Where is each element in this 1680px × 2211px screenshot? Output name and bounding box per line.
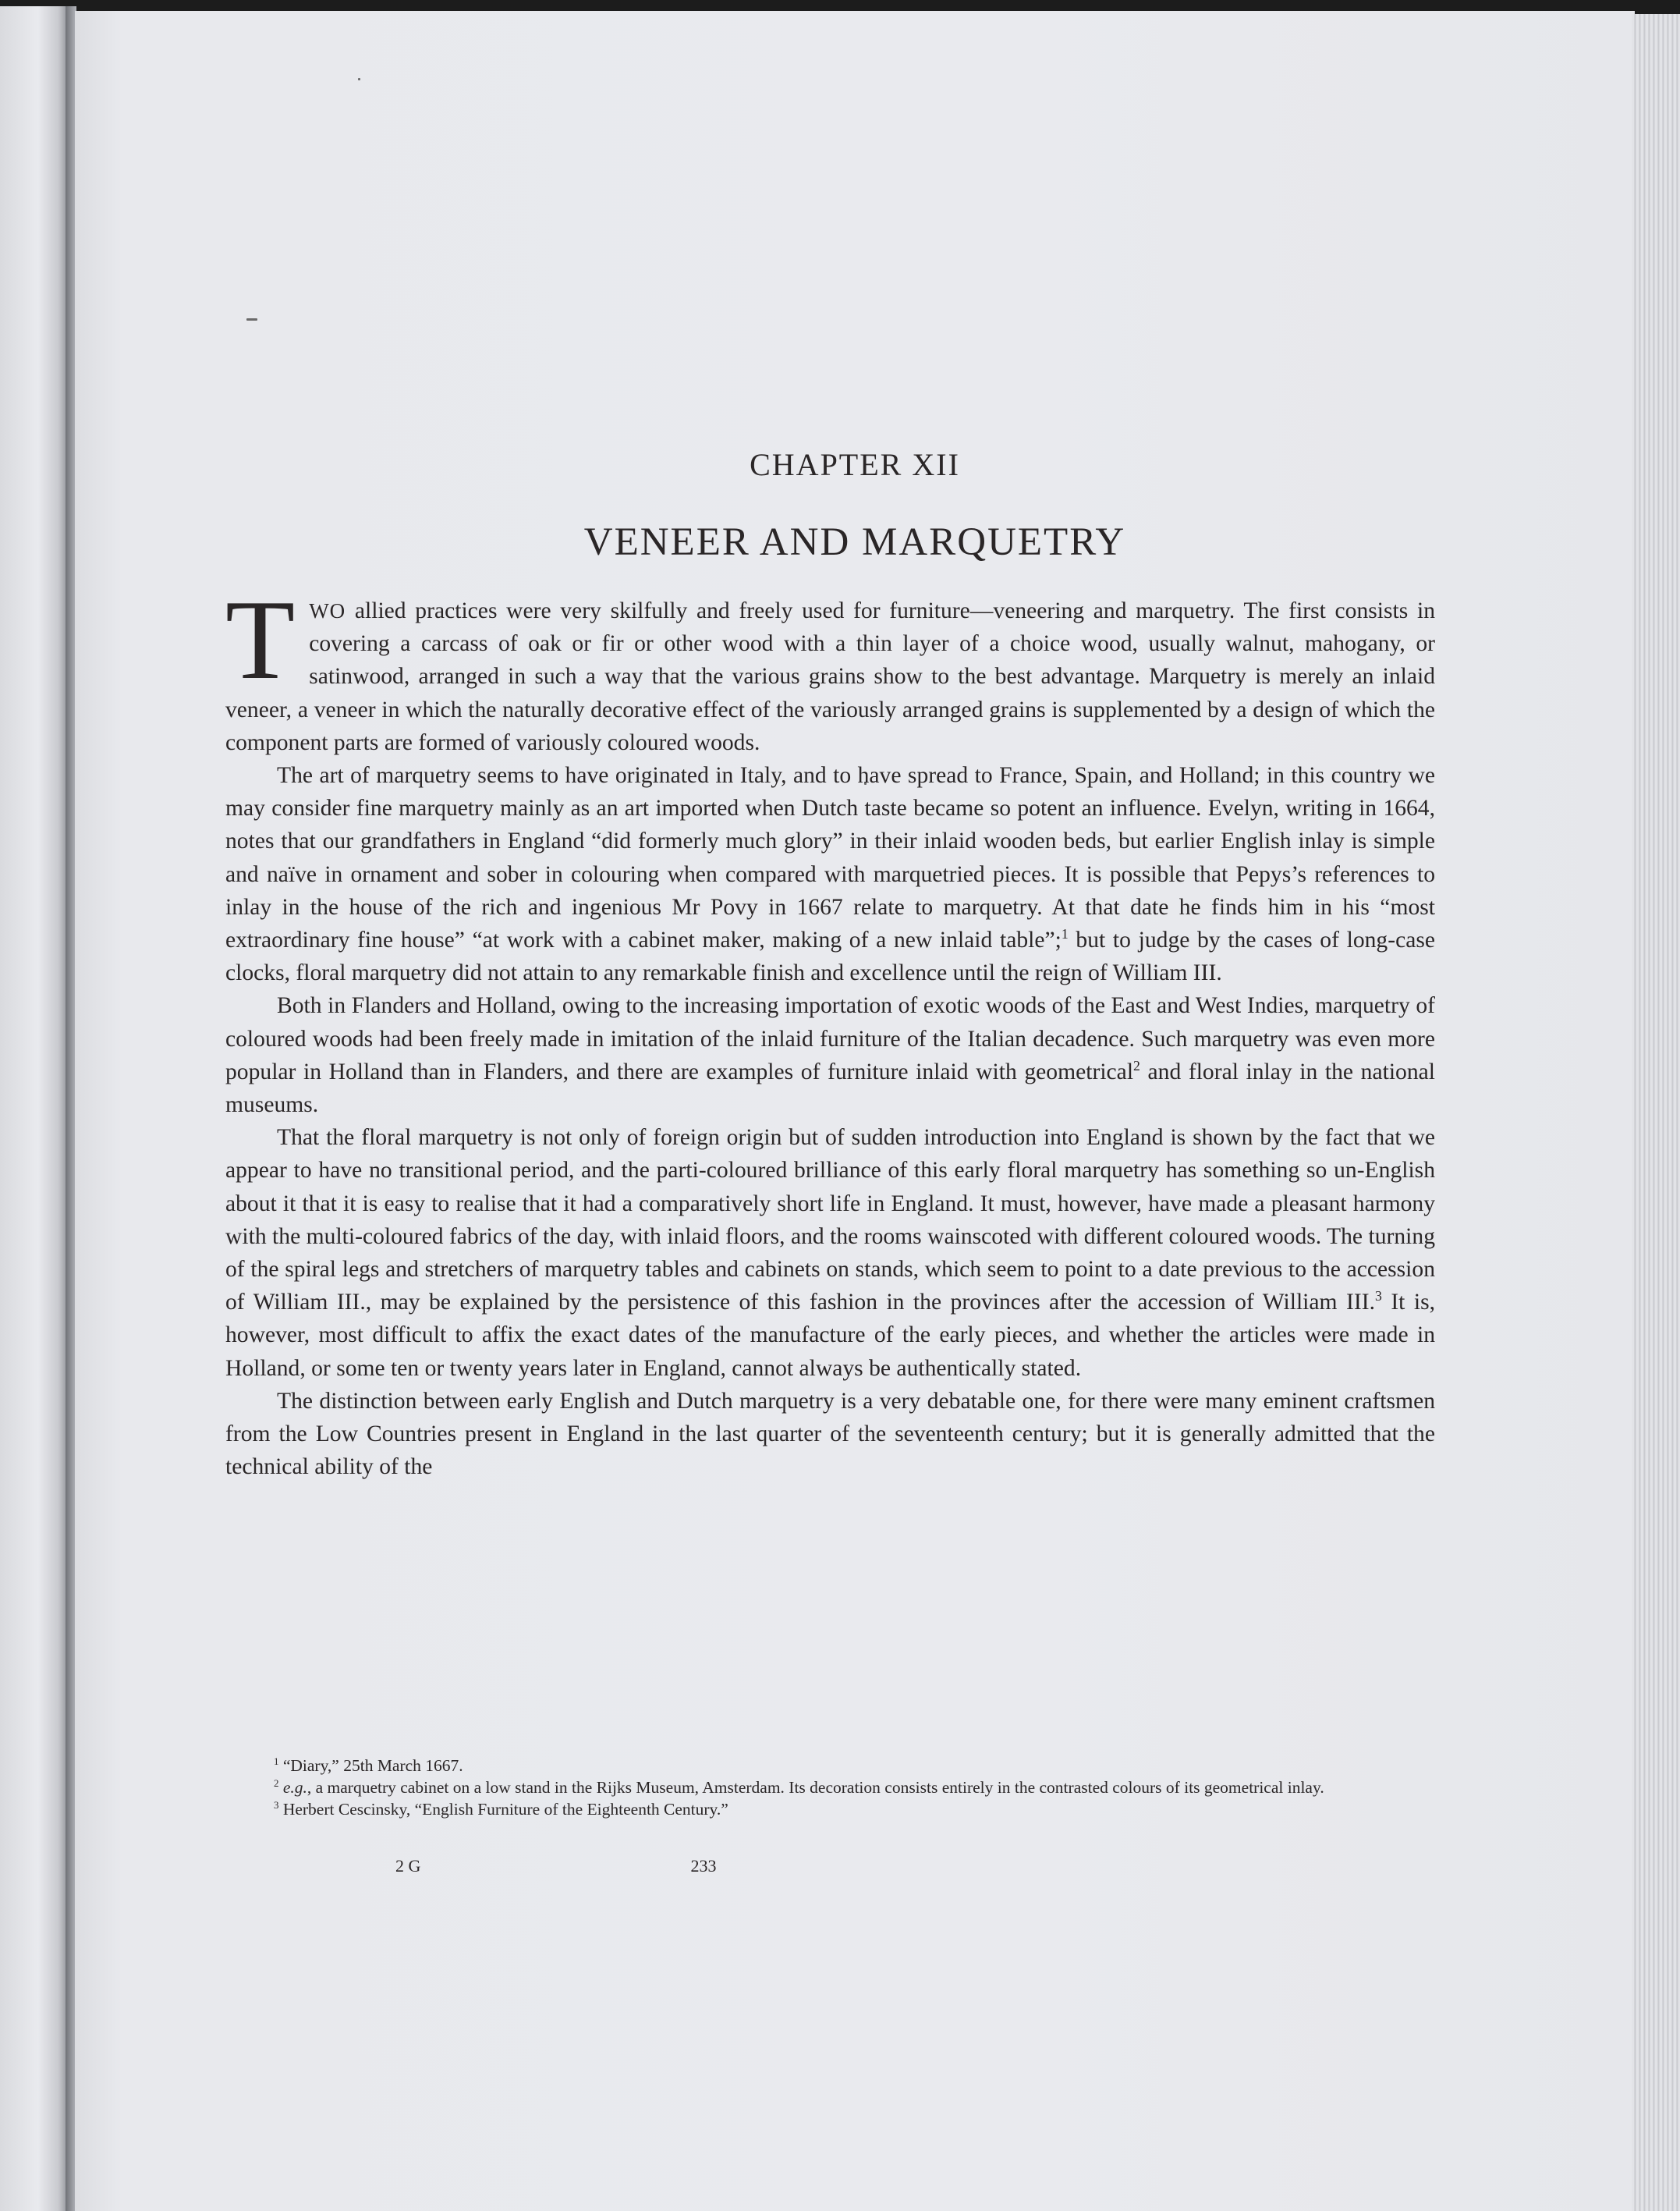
- paragraph-text: The art of marquetry seems to have originated in Italy, and to have spread to France, Spain, and Holland; in this country we may consider fine marquetry mainly as an art imported when Dutch taste became so potent an influence. Evelyn, writing in 1664, notes that our grandfathers in England “did formerly much glory” in their inlaid wooden beds, but earlier English inlay is simple and naïve in ornament and sober in colouring when compared with marquetried pieces. It is possible that Pepys’s references to inlay in the house of the rich and ingenious Mr Povy in 1667 relate to marquetry. At that date he finds him in his “most extraordinary fine house” “at work with a cabinet maker, making of a new inlaid table”;: [225, 763, 1435, 953]
- footnote-italic-lead: e.g.: [282, 1778, 307, 1797]
- paragraph-text: It is, however, most difficult to affix the exact dates of the manufacture of the early pieces, and whether the articles were made in Holland, or some ten or twenty years later in England, cannot always be authentically stated.: [225, 1290, 1435, 1381]
- paragraph: [225, 1385, 1435, 1484]
- footnote-text: , a marquetry cabinet on a low stand in the Rijks Museum, Amsterdam. Its decoration consists entirely in the contrasted colours of its geometrical inlay.: [307, 1778, 1324, 1797]
- page-footer: [225, 1856, 1441, 1879]
- page-number: 233: [690, 1856, 717, 1876]
- left-page-edge: [0, 6, 69, 2211]
- footnote-ref[interactable]: 1: [1061, 926, 1069, 942]
- footnote-ref[interactable]: 3: [1374, 1288, 1382, 1304]
- paragraph: [225, 759, 1435, 989]
- signature-mark: 2 G: [395, 1856, 421, 1876]
- paragraph-text: Both in Flanders and Holland, owing to the increasing importation of exotic woods of the East and West Indies, marquetry of coloured woods had been freely made in imitation of the inlaid furniture of the Italian decadence. Such marquetry was even more popular in Holland than in Flanders, and there are examples of furniture inlaid with geometrical: [225, 993, 1435, 1084]
- paper-speck: [246, 318, 257, 321]
- paragraph: [225, 577, 1435, 759]
- footnote-text: Herbert Cescinsky, “English Furniture of the Eighteenth Century.”: [278, 1800, 728, 1819]
- paper-speck: [358, 78, 360, 80]
- footnote: [225, 1798, 1441, 1820]
- footnote: [225, 1755, 1441, 1776]
- paragraph: [225, 989, 1435, 1121]
- footnote-ref[interactable]: 2: [1133, 1057, 1140, 1074]
- footnote-mark: 3: [274, 1799, 279, 1811]
- footnote: [225, 1776, 1441, 1798]
- paragraph: [225, 1121, 1435, 1385]
- paragraph-text: and floral inlay in the national museums.: [225, 1059, 1435, 1118]
- book-page: [75, 11, 1635, 2211]
- paragraph-text: That the floral marquetry is not only of foreign origin but of sudden introduction into England is shown by the fact that we appear to have no transitional period, and the parti-coloured brilliance of this early floral marquetry has something so un-English about it that it is easy to realise that it had a comparatively short life in England. It must, however, have made a pleasant harmony with the multi-coloured fabrics of the day, with inlaid floors, and the rooms wainscoted with different coloured woods. The turning of the spiral legs and stretchers of marquetry tables and cabinets on stands, which seem to point to a date previous to the accession of William III., may be explained by the persistence of this fashion in the provinces after the accession of William III.: [225, 1125, 1435, 1315]
- footnote-mark: 1: [274, 1755, 279, 1767]
- lead-in-small-caps: WO: [309, 599, 346, 623]
- page-edges: [1632, 14, 1680, 2211]
- body-text: [225, 577, 1435, 1483]
- paragraph-text: allied practices were very skilfully and freely used for furniture—veneering and marquetry. The first consists in covering a carcass of oak or fir or other wood with a thin layer of a choice wood, usually walnut, mahogany, or satinwood, arranged in such a way that the various grains show to the best advantage. Marquetry is merely an inlaid veneer, a veneer in which the naturally decorative effect of the variously arranged grains is supplemented by a design of which the component parts are formed of variously coloured woods.: [225, 598, 1435, 755]
- footnote-mark: 2: [274, 1777, 279, 1789]
- paragraph-text: The distinction between early English and Dutch marquetry is a very debatable one, for there were many eminent craftsmen from the Low Countries present in England in the last quarter of the seventeenth century; but it is generally admitted that the technical ability of the: [225, 1388, 1435, 1480]
- chapter-title: VENEER AND MARQUETRY: [583, 520, 1126, 564]
- footnotes: [225, 1755, 1441, 1820]
- chapter-label: CHAPTER XII: [750, 447, 960, 482]
- paragraph-text: but to judge by the cases of long-case clocks, floral marquetry did not attain to any remarkable finish and excellence until the reign of William III.: [225, 928, 1435, 986]
- drop-cap: T: [225, 577, 296, 703]
- footnote-text: “Diary,” 25th March 1667.: [278, 1756, 463, 1775]
